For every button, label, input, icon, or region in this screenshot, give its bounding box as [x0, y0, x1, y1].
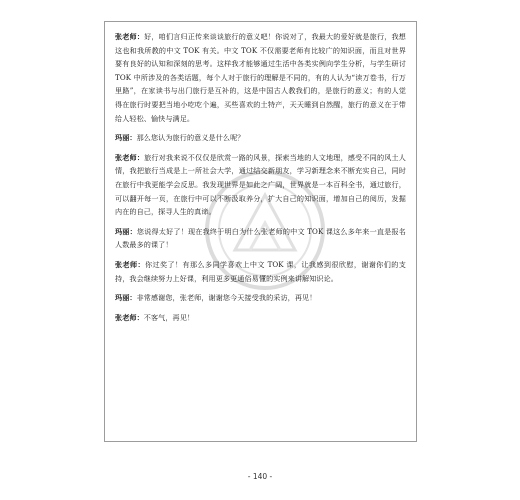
dialogue-text: 非常感谢您，张老师，谢谢您今天接受我的采访，再见！: [136, 293, 317, 303]
speaker-name: 张老师：: [115, 259, 145, 269]
dialogue-line: [115, 131, 406, 145]
dialogue-line: [115, 291, 406, 305]
speaker-name: 玛丽：: [115, 293, 137, 303]
speaker-name: 玛丽：: [115, 226, 137, 236]
dialogue-text: 那么您认为旅行的意义是什么呢？: [136, 133, 245, 143]
dialogue-text: 你过奖了！有那么多同学喜欢上中文 TOK 课，让我感到很欣慰，谢谢你们的支持，我会继续努力上好课，利用更多更通俗易懂的实例来讲解知识论。: [115, 259, 406, 283]
dialogue-text: 好，咱们言归正传来谈谈旅行的意义吧！你说对了，我最大的爱好就是旅行，我想这也和我所教的中文 TOK 有关。中文 TOK 不仅需要老师有比较广的知识面，而且对世界要有良好的认知和深刻的思考。这样我才能够通过生活中各类实例向学生分析，与学生研讨 TOK 中所涉及的各类话题，每个人对于旅行的理解是不同的，有的人认为“读万卷书，行万里路”，在家读书与出门旅行是互补的，这是中国古人教我们的，是旅行的意义；有的人觉得在旅行时要把当地小吃吃个遍，买些喜欢的土特产，天天睡到自然醒，旅行的意义在于带给人轻松、愉快与满足。: [115, 32, 406, 123]
speaker-name: 玛丽：: [115, 133, 137, 143]
text-frame: [104, 21, 417, 442]
dialogue-line: [115, 225, 406, 252]
dialogue-line: [115, 311, 406, 325]
dialogue-line: [115, 258, 406, 285]
speaker-name: 张老师：: [115, 32, 145, 41]
speaker-name: 张老师：: [115, 152, 145, 162]
dialogue-text: 旅行对我来说不仅仅是欣赏一路的风景，探索当地的人文地理，感受不同的风土人情，我把旅行当成是上一所社会大学，通过结交新朋友，学习新理念来不断充实自己，同时在旅行中我更能学会反思。我发现世界是如此之广阔，世界就是一本百科全书，通过旅行，可以翻开每一页，在旅行中可以不断汲取养分，扩大自己的知识面，增加自己的阅历，发掘内在的自己，探寻人生的真谛。: [115, 152, 406, 217]
dialogue-line: [115, 151, 406, 219]
speaker-name: 张老师：: [115, 312, 144, 322]
dialogue-text: 您说得太好了！现在我终于明白为什么张老师的中文 TOK 课这么多年来一直是报名人数最多的课了！: [115, 226, 406, 250]
dialogue-line: [115, 30, 406, 125]
page-number: - 140 -: [247, 472, 273, 481]
dialogue-text: 不客气，再见！: [143, 312, 195, 322]
